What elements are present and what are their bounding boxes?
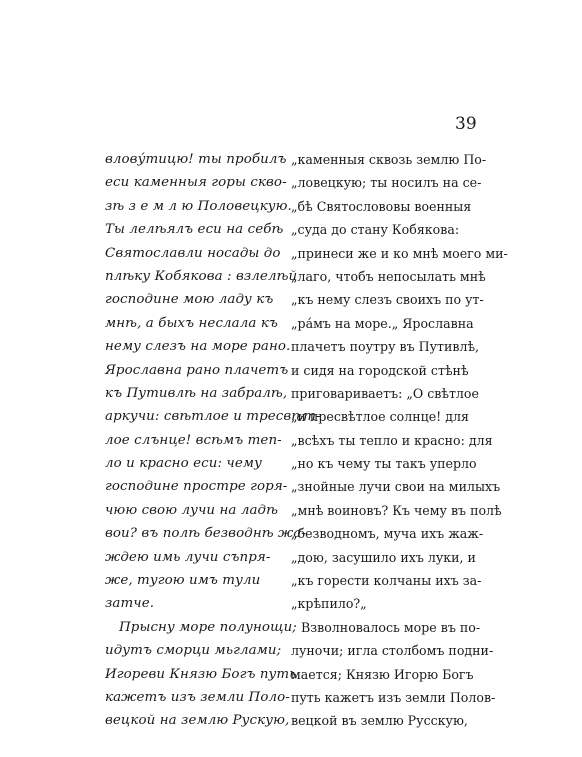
text-line: приговариваетъ: „О свѣтлое (291, 385, 479, 401)
text-line: „ловецкую; ты носилъ на се- (291, 175, 482, 191)
text-line: идутъ сморци мьглами; (105, 643, 282, 659)
text-line: „къ горести колчаны ихъ за- (291, 573, 482, 589)
text-line: къ Путивлѣ на забралѣ, (105, 385, 288, 401)
text-line: вецкой на землю Рускую, (105, 713, 290, 729)
text-line: „крѣпило?„ (291, 596, 367, 612)
text-line: кажетъ изъ земли Поло- (105, 689, 290, 705)
text-line: луночи; игла столбомъ подни- (291, 643, 494, 659)
text-line: и сидя на городской стѣнѣ (291, 362, 469, 378)
text-line: вои? въ полѣ безводнѣ жа- (105, 526, 307, 542)
text-line: мается; Князю Игорю Богъ (291, 666, 474, 682)
text-line: „безводномъ, муча ихъ жаж- (291, 526, 484, 542)
text-line: Игореви Князю Богъ путь (105, 666, 297, 682)
text-line: ждею имь лучи съпря- (105, 549, 271, 565)
text-line: зѣ з е м л ю Половецкую. (105, 198, 292, 214)
text-line: „всѣхъ ты тепло и красно: для (291, 432, 493, 448)
text-line: же, тугою имъ тули (105, 573, 261, 589)
text-line: господине простре горя- (105, 479, 288, 495)
paragraph-start-line: Прысну море полунощи; (119, 619, 297, 635)
text-line: лое слънце! всѣмъ теп- (105, 432, 282, 448)
text-line: затче. (105, 596, 155, 612)
text-line: „каменныя сквозь землю По- (291, 152, 487, 167)
text-line: путь кажетъ изъ земли Полов- (291, 689, 496, 705)
right-column-modern-translation (291, 148, 508, 733)
text-line: Святославли носады до (105, 245, 281, 261)
text-line: „бѣ Святослововы военныя (291, 198, 472, 214)
paragraph-start-line: Взволновалось море въ по- (301, 619, 481, 635)
text-line: влову́тицю! ты пробилъ (105, 152, 287, 167)
text-line: „и пресвѣтлое солнце! для (291, 409, 469, 425)
text-line: „принеси же и ко мнѣ моего ми- (291, 245, 508, 261)
text-line: аркучи: свѣтлое и тресвѣт- (105, 409, 321, 425)
text-line: вецкой въ землю Русскую, (291, 713, 468, 729)
text-line: Ты лелѣялъ еси на себѣ (105, 222, 284, 238)
text-line: „мнѣ воиновъ? Къ чему въ полѣ (291, 502, 502, 518)
text-line: плѣку Кобякова : взлелѣй (105, 268, 298, 284)
left-column-old-text (105, 148, 321, 733)
text-line: „ра́мъ на море.„ Ярославна (291, 315, 474, 331)
text-line: „лаго, чтобъ непосылать мнѣ (291, 268, 486, 284)
text-line: „дою, засушило ихъ луки, и (291, 549, 476, 565)
text-line: ло и красно еси: чему (105, 456, 262, 472)
text-line: чюю свою лучи на ладѣ (105, 502, 279, 518)
text-line: „но къ чему ты такъ уперло (291, 456, 477, 472)
text-line: еси каменныя горы скво- (105, 175, 287, 191)
text-line: Ярославна рано плачетъ (105, 362, 289, 378)
text-line: нему слезъ на море рано. (105, 339, 291, 355)
text-line: плачетъ поутру въ Путивлѣ, (291, 339, 480, 355)
text-line: господине мою ладу къ (105, 292, 274, 308)
text-line: „суда до стану Кобякова: (291, 222, 460, 238)
page-number: 39 (455, 114, 477, 134)
text-line: мнѣ, а быхъ неслала къ (105, 315, 278, 331)
text-line: „знойные лучи свои на милыхъ (291, 479, 501, 495)
text-line: „къ нему слезъ своихъ по ут- (291, 292, 484, 308)
